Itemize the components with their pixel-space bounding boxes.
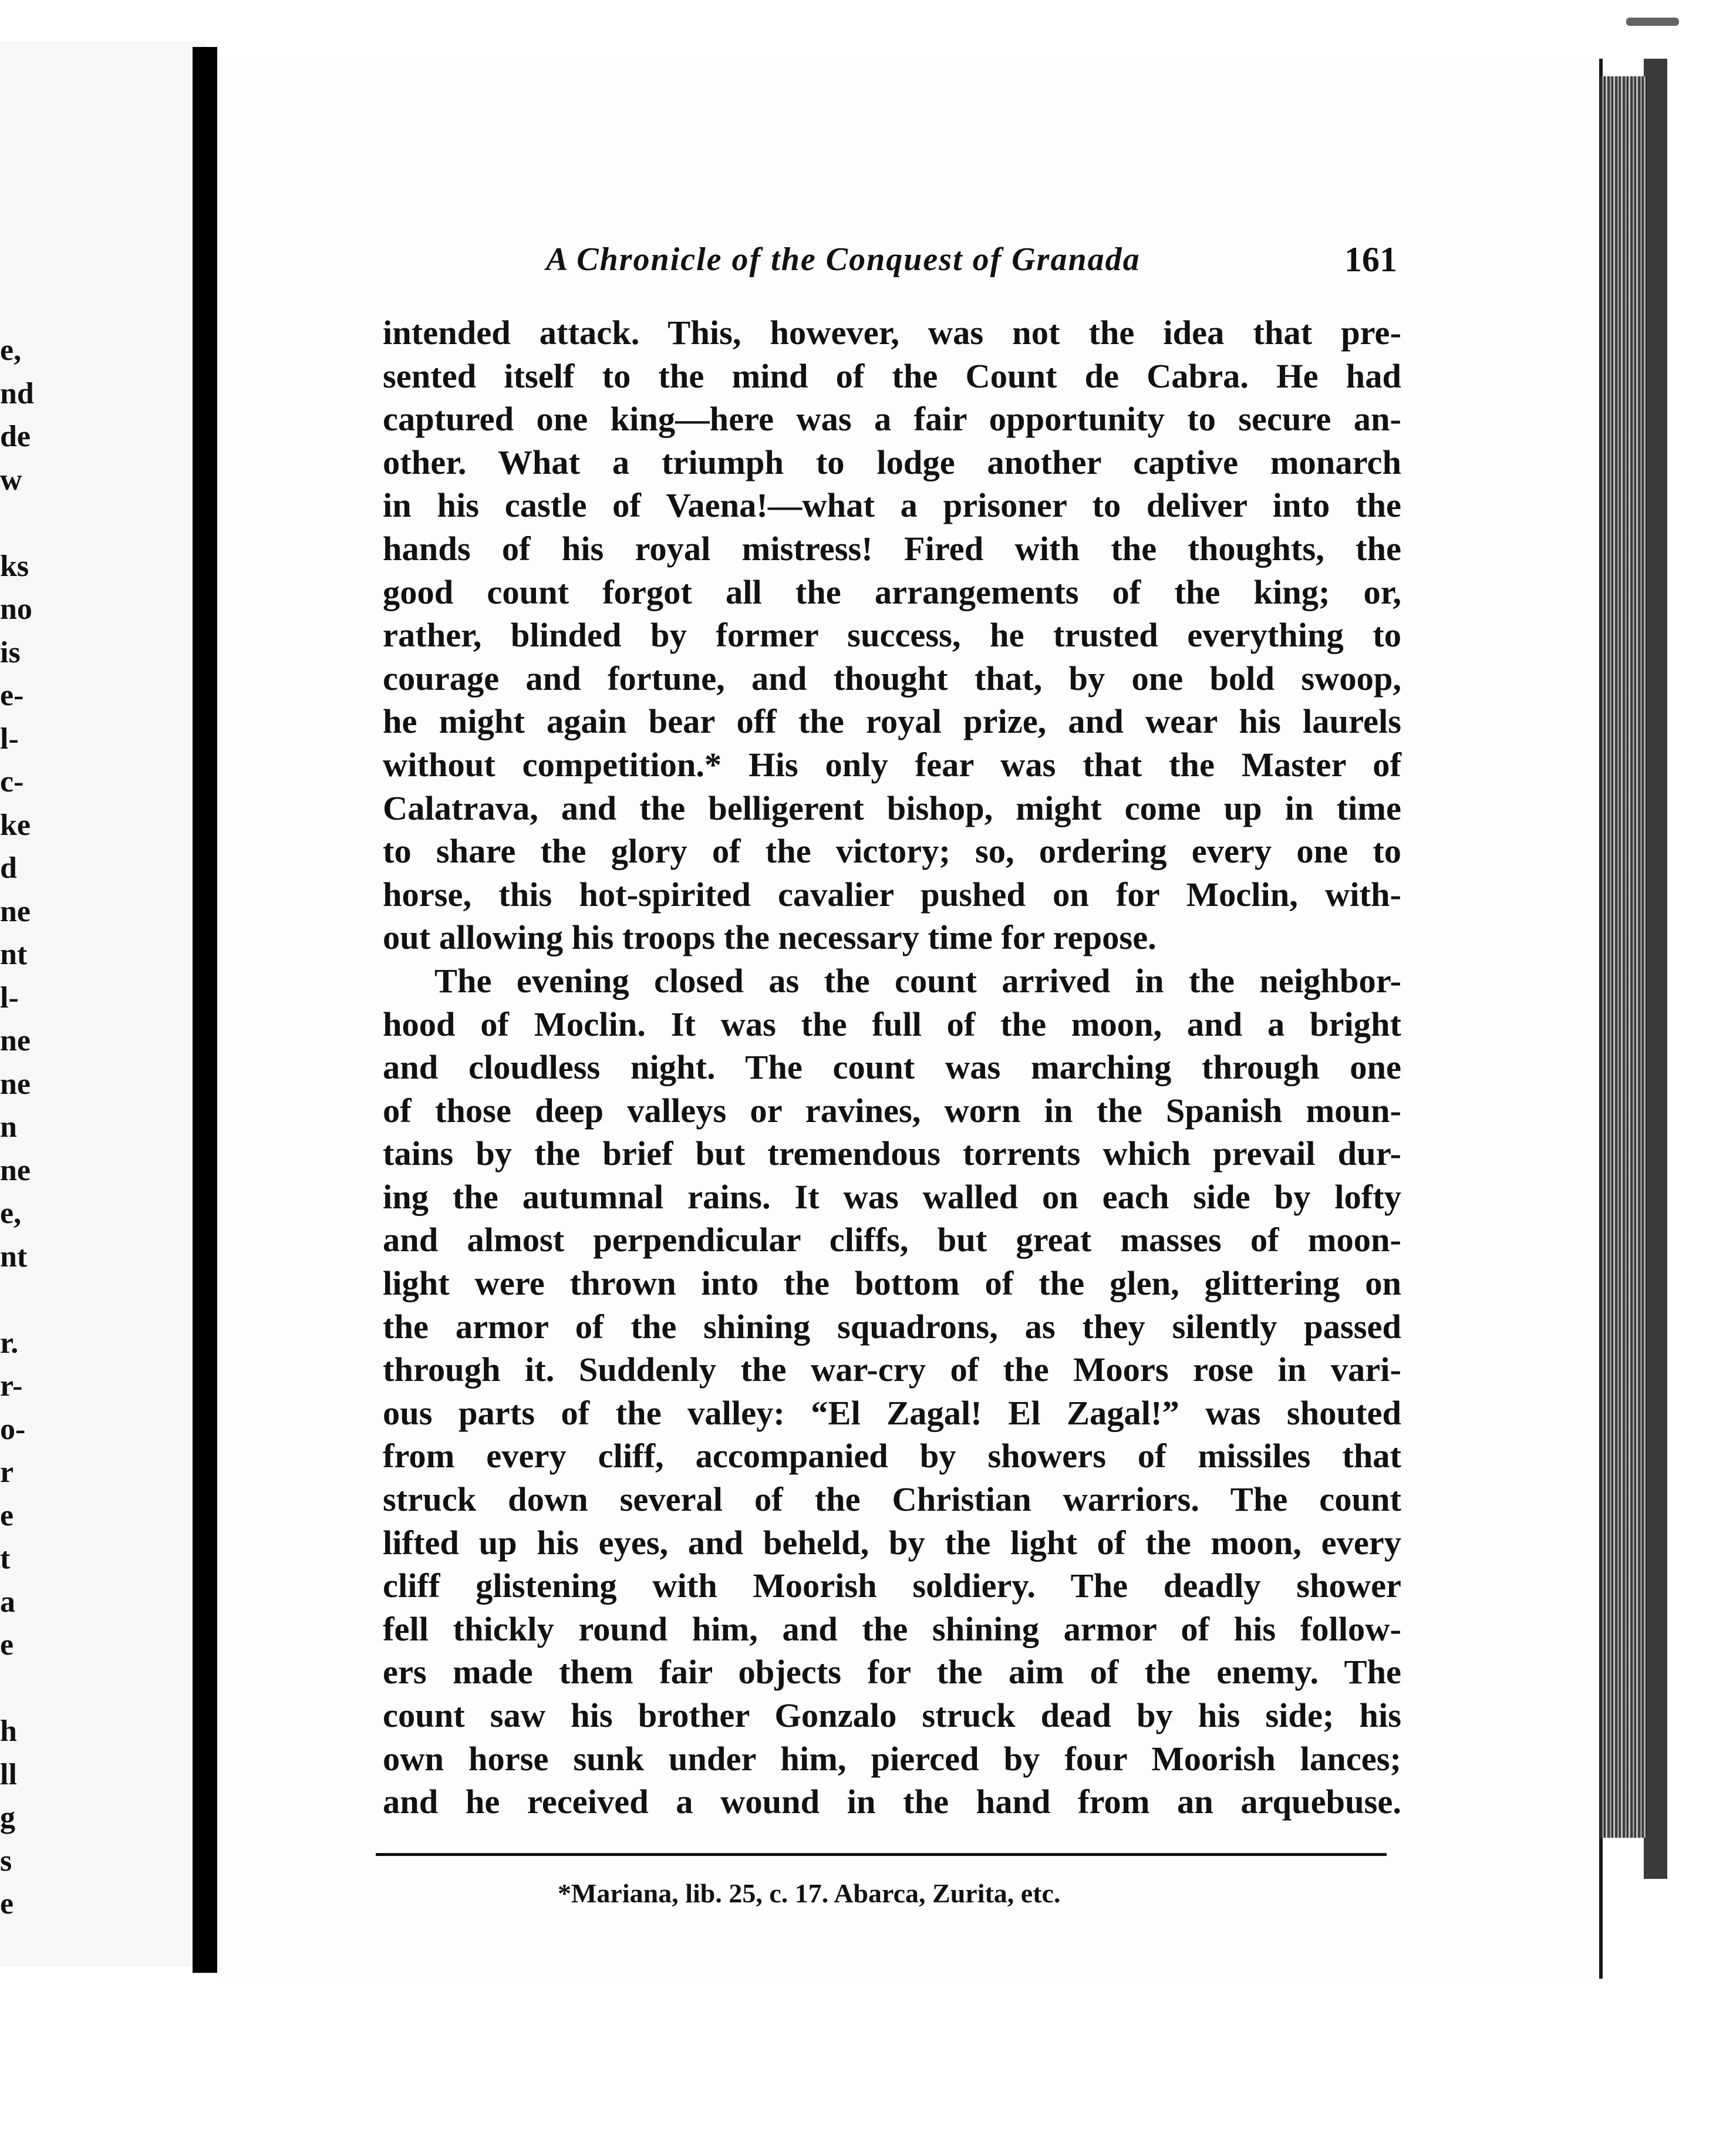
fragment-line: nd <box>0 376 34 410</box>
fragment-line: de <box>0 420 31 453</box>
fragment-line: ll <box>0 1757 17 1791</box>
text-line: the armor of the shining squadrons, as they silently passed <box>383 1307 1401 1346</box>
text-line: and cloudless night. The count was marching through one <box>383 1048 1401 1087</box>
fragment-line <box>0 1667 47 1710</box>
fragment-line: no <box>0 592 32 626</box>
fragment-line: ne <box>0 1153 31 1187</box>
text-line: without competition.* His only fear was that the Master of <box>383 745 1401 784</box>
footnote: *Mariana, lib. 25, c. 17. Abarca, Zurita, etc. <box>558 1878 1061 1908</box>
text-line: light were thrown into the bottom of the glen, glittering on <box>383 1264 1401 1303</box>
fragment-line: r. <box>0 1326 19 1360</box>
fragment-line: is <box>0 635 21 669</box>
text-line: other. What a triumph to lodge another captive monarch <box>383 443 1401 481</box>
fragment-line: ks <box>0 549 29 583</box>
fragment-line: r <box>0 1456 14 1489</box>
text-line: captured one king—here was a fair opportunity to secure an- <box>383 400 1401 439</box>
text-line: ous parts of the valley: “El Zagal! El Zagal!” was shouted <box>383 1393 1401 1432</box>
text-line: to share the glory of the victory; so, ordering every one to <box>383 832 1401 871</box>
fragment-line: l- <box>0 981 19 1015</box>
fragment-line: l- <box>0 722 19 756</box>
book-spine-gutter <box>193 47 217 1973</box>
text-line: fell thickly round him, and the shining armor of his follow- <box>383 1609 1401 1648</box>
text-line: The evening closed as the count arrived in the neighbor- <box>434 961 1401 1000</box>
text-line: rather, blinded by former success, he trusted everything to <box>383 616 1401 655</box>
fragment-line: g <box>0 1801 15 1834</box>
fragment-line: ke <box>0 808 31 842</box>
text-line: Calatrava, and the belligerent bishop, might come up in time <box>383 789 1401 827</box>
text-line: lifted up his eyes, and beheld, by the light of the moon, every <box>383 1523 1401 1562</box>
page-number: 161 <box>1344 240 1397 279</box>
text-line: ing the autumnal rains. It was walled on each side by lofty <box>383 1177 1401 1216</box>
fragment-line: n <box>0 1110 17 1144</box>
text-line: good count forgot all the arrangements of the king; or, <box>383 572 1401 611</box>
fragment-line: a <box>0 1585 15 1619</box>
fragment-line: e- <box>0 679 24 712</box>
text-line: intended attack. This, however, was not the idea that pre- <box>383 314 1401 352</box>
text-line: cliff glistening with Moorish soldiery. The deadly shower <box>383 1567 1401 1605</box>
body-text <box>383 311 1401 1824</box>
text-line: struck down several of the Christian warriors. The count <box>383 1480 1401 1519</box>
fragment-line: nt <box>0 1239 28 1274</box>
text-line: out allowing his troops the necessary time for repose. <box>383 918 1157 957</box>
fragment-line: ne <box>0 1024 31 1057</box>
text-line: hands of his royal mistress! Fired with the thoughts, the <box>383 529 1401 568</box>
fragment-line: e, <box>0 333 22 367</box>
text-line: sented itself to the mind of the Count de Cabra. He had <box>383 356 1401 395</box>
fragment-line: t <box>0 1542 11 1575</box>
scan-speck <box>1626 18 1679 26</box>
text-line: count saw his brother Gonzalo struck dead by his side; his <box>383 1696 1401 1734</box>
fragment-line <box>0 501 47 545</box>
fragment-line: ne <box>0 1067 31 1101</box>
fragment-line: s <box>0 1844 12 1878</box>
fragment-line: r- <box>0 1369 23 1403</box>
text-line: through it. Suddenly the war-cry of the Moors rose in vari- <box>383 1350 1401 1389</box>
fragment-line <box>0 1278 47 1322</box>
facing-page-text-fragments <box>0 329 47 1926</box>
fragment-line: e, <box>0 1197 22 1230</box>
text-line: he might again bear off the royal prize, and wear his laurels <box>383 702 1401 741</box>
page-edge-shadow <box>1644 59 1667 1879</box>
text-line: courage and fortune, and thought that, by one bold swoop, <box>383 659 1401 698</box>
fragment-line: e <box>0 1628 14 1662</box>
running-title: A Chronicle of the Conquest of Granada <box>546 241 1141 278</box>
text-line: hood of Moclin. It was the full of the moon, and a bright <box>383 1005 1401 1043</box>
fragment-line: o- <box>0 1412 26 1446</box>
text-line: ers made them fair objects for the aim of the enemy. The <box>383 1653 1401 1692</box>
text-line: tains by the brief but tremendous torrents which prevail dur- <box>383 1134 1401 1173</box>
text-line: horse, this hot-spirited cavalier pushed on for Moclin, with- <box>383 875 1401 914</box>
text-line: and he received a wound in the hand from an arquebuse. <box>383 1783 1401 1821</box>
fragment-line: nt <box>0 938 28 971</box>
fragment-line: h <box>0 1714 17 1748</box>
fragment-line: d <box>0 851 17 885</box>
fragment-line: e <box>0 1498 14 1532</box>
fragment-line: c- <box>0 765 24 799</box>
fragment-line: ne <box>0 894 31 928</box>
text-line: from every cliff, accompanied by showers of missiles that <box>383 1437 1401 1475</box>
text-line: own horse sunk under him, pierced by four Moorish lances; <box>383 1739 1401 1778</box>
footnote-rule <box>376 1853 1387 1856</box>
text-line: in his castle of Vaena!—what a prisoner to deliver into the <box>383 486 1401 525</box>
text-line: and almost perpendicular cliffs, but great masses of moon- <box>383 1221 1401 1259</box>
text-line: of those deep valleys or ravines, worn in the Spanish moun- <box>383 1091 1401 1130</box>
fragment-line: e <box>0 1887 14 1921</box>
page-stack-edge <box>1600 76 1647 1838</box>
fragment-line: w <box>0 463 22 497</box>
